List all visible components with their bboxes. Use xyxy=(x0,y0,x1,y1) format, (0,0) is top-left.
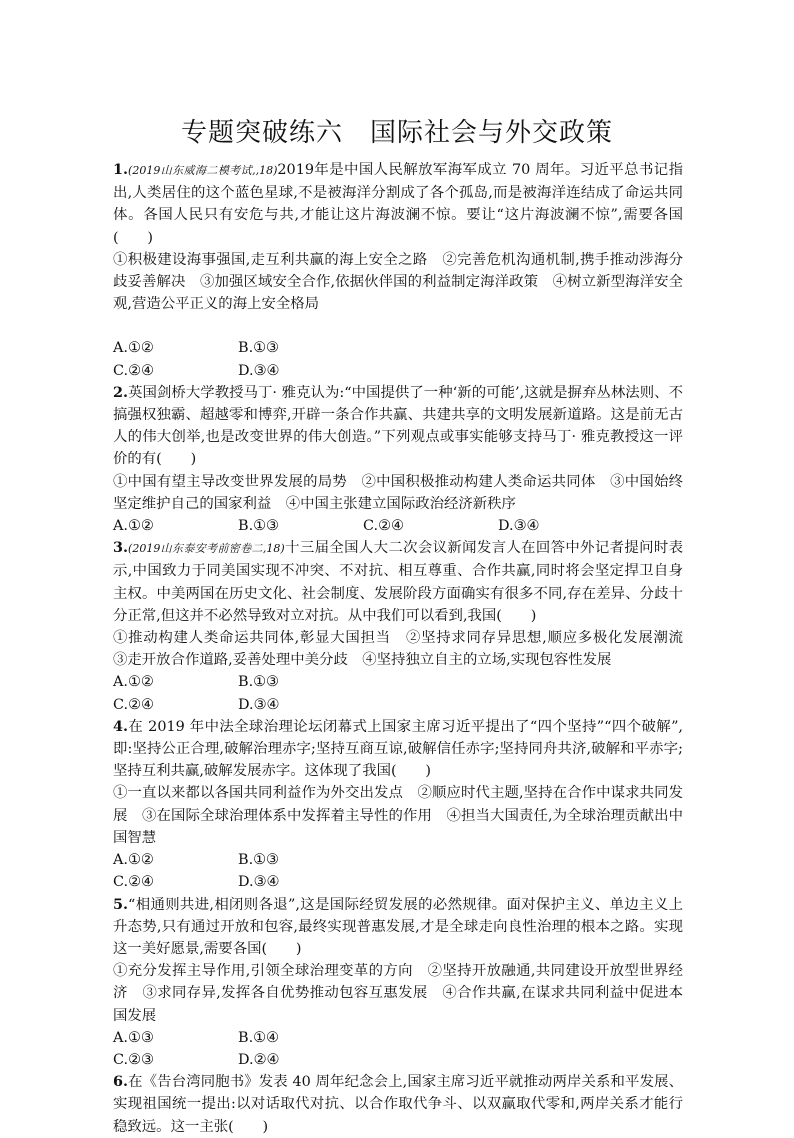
answer-choice[interactable]: B.①③ xyxy=(238,674,279,691)
answer-choice[interactable]: A.①③ xyxy=(113,1029,154,1046)
answer-choice[interactable]: C.②④ xyxy=(363,518,404,535)
question-options: ①一直以来都以各国共同利益作为外交出发点 ②顺应时代主题,坚持在合作中谋求共同发展 ③在国际全球治理体系中发挥着主导性的作用 ④担当大国责任,为全球治理贡献出中国智慧 xyxy=(113,785,683,846)
answer-choice[interactable]: D.③④ xyxy=(238,696,280,713)
question-stem-text: 2019年是中国人民解放军海军成立 70 周年。习近平总书记指出,人类居住的这个蓝色星球,不是被海洋分割成了各个孤岛,而是被海洋连结成了命运共同体。各国人民只有安危与共,才能让这片海波澜不惊。要让“这片海波澜不惊”,需要各国( ) xyxy=(113,162,683,246)
answer-choice[interactable]: B.①③ xyxy=(238,340,279,357)
answer-choice[interactable]: C.②④ xyxy=(113,874,154,891)
question-stem-text: 在 2019 年中法全球治理论坛闭幕式上国家主席习近平提出了“四个坚持”“四个破解”,即:坚持公正合理,破解治理赤字;坚持互商互谅,破解信任赤字;坚持同舟共济,破解和平赤字;坚持互利共赢,破解发展赤字。这体现了我国( ) xyxy=(113,718,683,780)
question-source: (2019山东威海二模考试,,18) xyxy=(128,164,278,177)
question-number: 2 xyxy=(113,383,124,401)
question-list xyxy=(113,159,698,1138)
question-stem-text: 在《告台湾同胞书》发表 40 周年纪念会上,国家主席习近平就推动两岸关系和平发展、实现祖国统一提出:以对话取代对抗、以合作取代争斗、以双赢取代零和,两岸关系才能行稳致远。这一主张( ) xyxy=(113,1074,683,1135)
answer-choice[interactable]: B.①④ xyxy=(238,1029,279,1046)
question-2 xyxy=(113,382,683,537)
question-stem: 5.“相通则共进,相闭则各退”,这是国际经贸发展的必然规律。面对保护主义、单边主义上升态势,只有通过开放和包容,最终实现普惠发展,才是全球走向良性治理的根本之路。实现这一美好愿景,需要各国( ) xyxy=(113,895,683,957)
page-title: 专题突破练六 国际社会与外交政策 xyxy=(180,118,613,148)
question-stem: 3.(2019山东泰安考前密卷二,18)十三届全国人大二次会议新闻发言人在回答中外记者提问时表示,中国致力于同美国实现不冲突、不对抗、相互尊重、合作共赢,同时将会坚定捍卫自身主权。中美两国在历史文化、社会制度、发展阶段方面确实有很多不同,存在差异、分歧十分正常,但这并不必然导致对立对抗。从中我们可以看到,我国( ) xyxy=(113,539,683,624)
answer-choices xyxy=(113,671,683,715)
question-number: 5 xyxy=(113,895,124,913)
question-options: ①中国有望主导改变世界发展的局势 ②中国积极推动构建人类命运共同体 ③中国始终坚定维护自己的国家利益 ④中国主张建立国际政治经济新秩序 xyxy=(113,473,683,512)
answer-choice[interactable]: A.①② xyxy=(113,340,154,357)
question-5 xyxy=(113,894,683,1072)
question-6 xyxy=(113,1071,683,1138)
question-number: 3 xyxy=(113,539,124,557)
question-stem-text: 英国剑桥大学教授马丁· 雅克认为:“中国提供了一种‘新的可能’,这就是摒弃丛林法则、不搞强权独霸、超越零和博弈,开辟一条合作共赢、共建共享的文明发展新道路。这是前无古人的伟大创举,也是改变世界的伟大创造。”下列观点或事实能够支持马丁· 雅克教授这一评价的有( ) xyxy=(113,384,683,468)
answer-choice[interactable]: D.③④ xyxy=(238,362,280,379)
question-options: ①充分发挥主导作用,引领全球治理变革的方向 ②坚持开放融通,共同建设开放型世界经济 ③求同存异,发挥各自优势推动包容互惠发展 ④合作共赢,在谋求共同利益中促进本国发展 xyxy=(113,963,683,1024)
question-1 xyxy=(113,159,683,382)
answer-choice[interactable]: A.①② xyxy=(113,674,154,691)
question-options: ①推动构建人类命运共同体,彰显大国担当 ②坚持求同存异思想,顺应多极化发展潮流 ③走开放合作道路,妥善处理中美分歧 ④坚持独立自主的立场,实现包容性发展 xyxy=(113,630,698,669)
question-stem: 6.在《告台湾同胞书》发表 40 周年纪念会上,国家主席习近平就推动两岸关系和平发展、实现祖国统一提出:以对话取代对抗、以合作取代争斗、以双赢取代零和,两岸关系才能行稳致远。这一主张( ) xyxy=(113,1073,683,1135)
answer-choices xyxy=(113,849,683,893)
answer-choice[interactable]: A.①② xyxy=(113,852,154,869)
answer-choice[interactable]: C.②③ xyxy=(113,1051,154,1068)
answer-choices xyxy=(113,1027,683,1071)
question-stem: 1.(2019山东威海二模考试,,18)2019年是中国人民解放军海军成立 70 周年。习近平总书记指出,人类居住的这个蓝色星球,不是被海洋分割成了各个孤岛,而是被海洋连结成了命运共同体。各国人民只有安危与共,才能让这片海波澜不惊。要让“这片海波澜不惊”,需要各国( ) xyxy=(113,161,683,246)
answer-choice[interactable]: A.①② xyxy=(113,518,154,535)
question-stem: 4.在 2019 年中法全球治理论坛闭幕式上国家主席习近平提出了“四个坚持”“四个破解”,即:坚持公正合理,破解治理赤字;坚持互商互谅,破解信任赤字;坚持同舟共济,破解和平赤字;坚持互利共赢,破解发展赤字。这体现了我国( ) xyxy=(113,717,683,780)
answer-choice[interactable]: B.①③ xyxy=(238,852,279,869)
answer-choice[interactable]: C.②④ xyxy=(113,696,154,713)
answer-choices xyxy=(113,515,683,537)
question-number: 1 xyxy=(113,161,124,178)
question-number: 4 xyxy=(113,717,124,735)
question-source: (2019山东泰安考前密卷二,18) xyxy=(128,542,285,556)
question-3 xyxy=(113,537,698,716)
question-stem-text: 十三届全国人大二次会议新闻发言人在回答中外记者提问时表示,中国致力于同美国实现不冲突、不对抗、相互尊重、合作共赢,同时将会坚定捍卫自身主权。中美两国在历史文化、社会制度、发展阶段方面确实有很多不同,存在差异、分歧十分正常,但这并不必然导致对立对抗。从中我们可以看到,我国( ) xyxy=(113,540,683,624)
answer-choice[interactable]: C.②④ xyxy=(113,362,154,379)
answer-choice[interactable]: B.①③ xyxy=(238,518,279,535)
answer-choice[interactable]: D.③④ xyxy=(498,518,540,535)
question-number: 6 xyxy=(113,1073,124,1091)
answer-choice[interactable]: D.②④ xyxy=(238,1051,280,1068)
question-4 xyxy=(113,716,683,894)
answer-choice[interactable]: D.③④ xyxy=(238,874,280,891)
question-stem: 2.英国剑桥大学教授马丁· 雅克认为:“中国提供了一种‘新的可能’,这就是摒弃丛林法则、不搞强权独霸、超越零和博弈,开辟一条合作共赢、共建共享的文明发展新道路。这是前无古人的伟大创举,也是改变世界的伟大创造。”下列观点或事实能够支持马丁· 雅克教授这一评价的有( ) xyxy=(113,383,683,468)
question-stem-text: “相通则共进,相闭则各退”,这是国际经贸发展的必然规律。面对保护主义、单边主义上升态势,只有通过开放和包容,最终实现普惠发展,才是全球走向良性治理的根本之路。实现这一美好愿景,需要各国( ) xyxy=(113,896,683,957)
answer-choices xyxy=(113,337,683,381)
question-options: ①积极建设海事强国,走互利共赢的海上安全之路 ②完善危机沟通机制,携手推动涉海分歧妥善解决 ③加强区域安全合作,依据伙伴国的利益制定海洋政策 ④树立新型海洋安全观,营造公平正义的海上安全格局 xyxy=(113,251,683,313)
